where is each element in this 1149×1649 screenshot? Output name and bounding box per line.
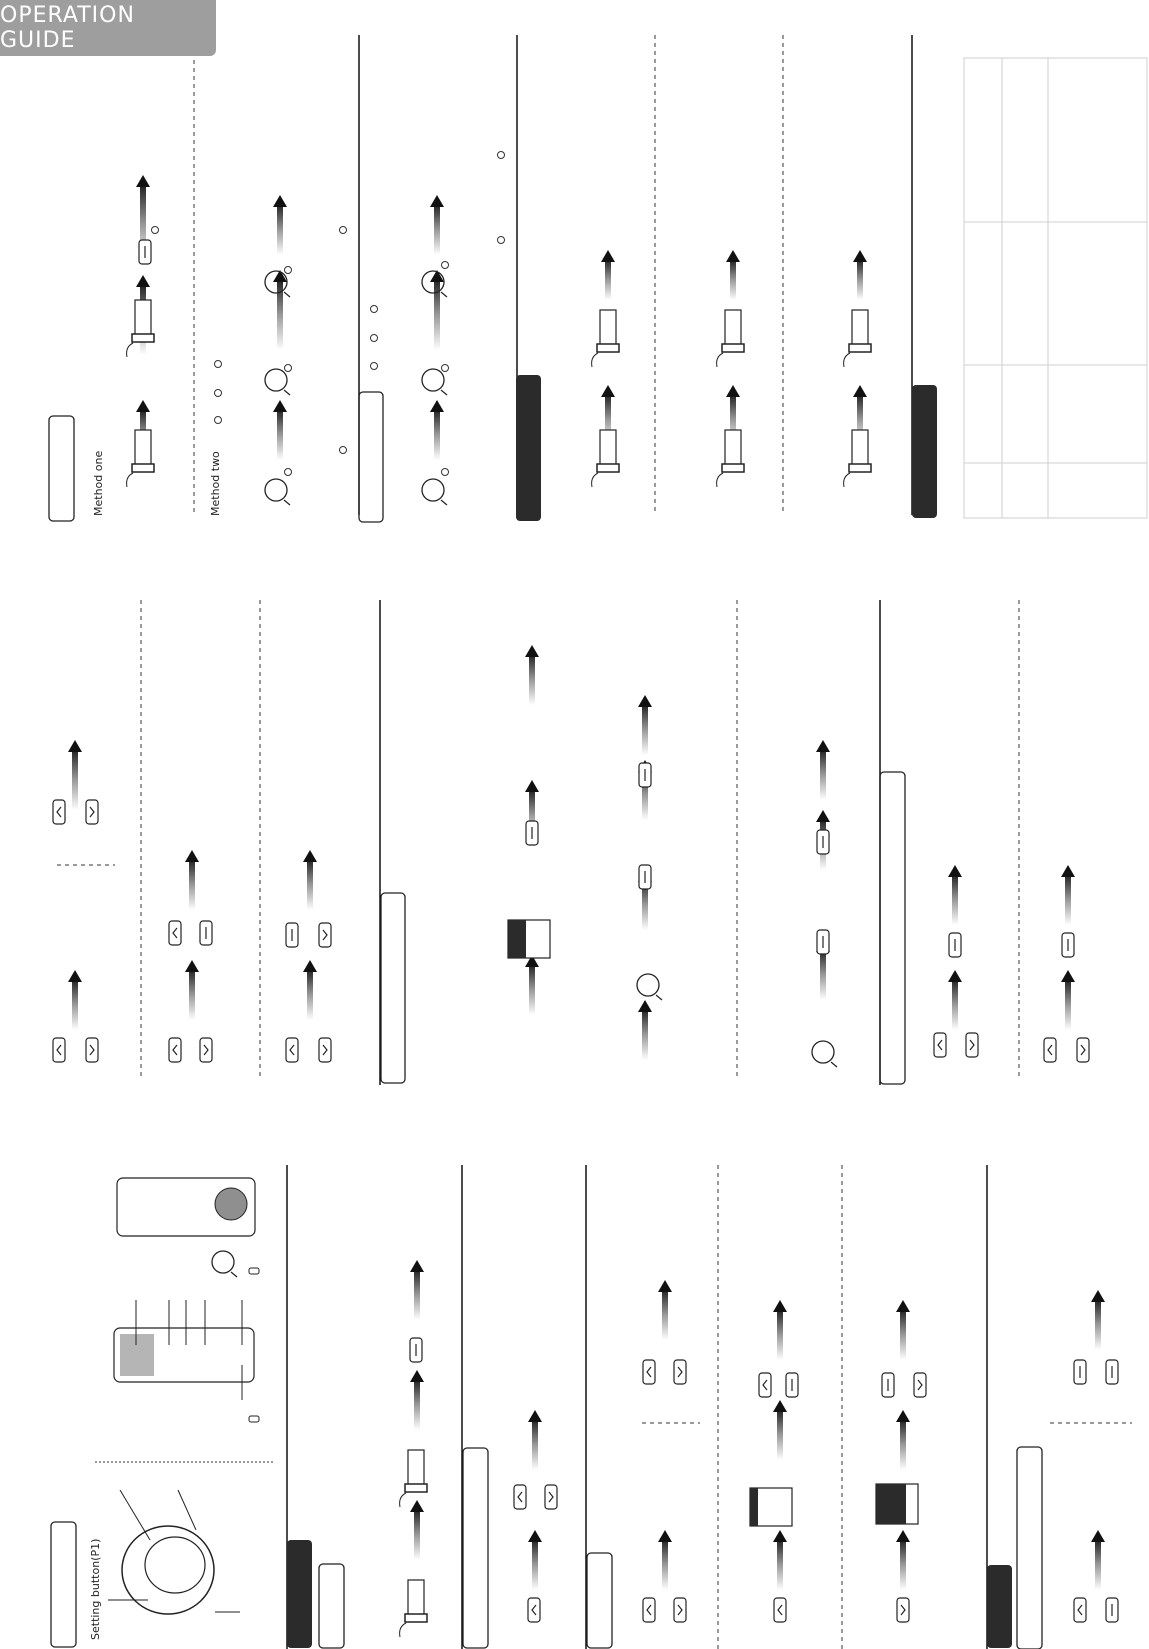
motor-collar-9 [405,1614,427,1622]
arrow-head-14 [853,250,867,262]
setting-circle-icon-6 [637,974,659,996]
arrow-shaft-24 [642,1010,648,1060]
arrow-head-10 [601,250,615,262]
method-two-label: Method two [209,451,222,516]
motor-collar-5 [722,464,744,472]
motor-tube-9 [408,1580,424,1615]
arrow-shaft-33 [1065,980,1071,1030]
motor-cable-2 [592,353,598,367]
step-dot-icon-5 [285,365,292,372]
curtain-fill-c [876,1484,906,1524]
arrow-shaft-42 [777,1540,783,1590]
motor-cable-3 [592,473,598,487]
remote-button-20 [1044,1038,1056,1062]
remote-button-0 [53,1038,65,1062]
arrow-shaft-37 [414,1270,420,1320]
arrow-shaft-35 [414,1510,420,1560]
label-box-8 [1017,1447,1042,1649]
arrow-head-7 [430,400,444,412]
motor-collar-0 [132,334,154,342]
remote-button-28 [674,1360,686,1384]
remote-button-11 [319,1038,331,1062]
arrow-head-17 [185,960,199,972]
divider-group [57,35,1132,1649]
setting-circle-tail-8 [231,1272,237,1277]
motor-cable-0 [127,343,133,357]
motor-cable-8 [400,1493,406,1507]
arrow-shaft-10 [605,260,611,300]
remote-button-4 [169,921,181,945]
remote-button-27 [643,1360,655,1384]
dark-tab-3 [987,1565,1012,1648]
remote-button-36 [914,1373,926,1397]
setting-circle-tail-5 [441,292,447,297]
motor-tube-5 [725,430,741,465]
step-dot-icon-14 [442,469,449,476]
step-dot-icon-0 [152,227,159,234]
arrow-head-44 [773,1300,787,1312]
step-dot-icon-16 [498,237,505,244]
arrow-shaft-21 [529,965,535,1015]
arrow-shaft-7 [434,410,440,460]
arrow-shaft-34 [1065,875,1071,925]
remote-button-2 [53,800,65,824]
arrow-head-33 [1061,970,1075,982]
step-dot-icon-8 [340,447,347,454]
motor-tube-8 [408,1450,424,1485]
step-dot-icon-11 [371,363,378,370]
setting-circle-tail-7 [831,1062,837,1067]
arrow-shaft-15 [72,980,78,1030]
setting-circle-tail-0 [284,500,290,505]
motor-tube-1 [135,430,151,465]
arrow-shaft-5 [277,205,283,255]
remote-button-25 [514,1485,526,1509]
shape-group [49,58,1147,1649]
step-dot-icon-2 [215,390,222,397]
step-dot-icon-10 [371,335,378,342]
curtain-fill-a [508,920,526,958]
setting-circle-icon-3 [422,479,444,501]
label-box-5 [319,1564,344,1648]
arrow-head-2 [136,400,150,412]
arrow-shaft-39 [532,1420,538,1470]
arrow-head-24 [638,1000,652,1012]
setting-circle-icon-4 [422,369,444,391]
setting-circle-tail-2 [284,292,290,297]
arrow-head-4 [273,400,287,412]
arrow-head-13 [853,385,867,397]
arrow-shaft-44 [777,1310,783,1360]
motor-head-drawing [122,1526,214,1614]
motor-tube-6 [852,310,868,345]
label-box-0 [49,416,74,521]
setting-circle-tail-3 [441,500,447,505]
remote-button-7 [200,1038,212,1062]
setting-circle-tail-1 [284,390,290,395]
arrow-shaft-43 [777,1410,783,1460]
arrow-shaft-31 [952,980,958,1030]
arrow-shaft-19 [307,970,313,1020]
step-dot-icon-1 [215,361,222,368]
remote-button-32 [759,1373,771,1397]
remote-dial [215,1188,247,1220]
remote-button-10 [286,1038,298,1062]
arrow-head-19 [303,960,317,972]
motor-cable-7 [844,473,850,487]
arrow-head-23 [525,645,539,657]
step-dot-icon-7 [340,227,347,234]
remote-screen [120,1334,154,1376]
arrow-shaft-38 [532,1540,538,1590]
setting-circle-tail-6 [656,995,662,1000]
arrow-head-1 [136,275,150,287]
arrow-head-12 [726,250,740,262]
step-dot-icon-3 [215,417,222,424]
motor-cable-a [120,1490,150,1540]
motor-cable-9 [400,1623,406,1637]
remote-button-37 [897,1598,909,1622]
arrow-head-40 [658,1530,672,1542]
label-box-6 [463,1448,488,1648]
setting-circle-icon-7 [812,1041,834,1063]
arrow-shaft-36 [414,1380,420,1430]
label-box-2 [381,893,405,1083]
setting-circle-tail-4 [441,390,447,395]
motor-collar-8 [405,1484,427,1492]
remote-button-30 [643,1598,655,1622]
remote-button-6 [169,1038,181,1062]
remote-button-26 [545,1485,557,1509]
setting-circle-icon-8 [212,1251,234,1273]
arrow-head-11 [726,385,740,397]
remote-button-40 [1074,1598,1086,1622]
step-dot-icon-15 [498,152,505,159]
method-one-label: Method one [92,450,105,516]
arrow-shaft-45 [900,1540,906,1590]
step-dot-icon-4 [285,267,292,274]
arrow-shaft-8 [434,205,440,255]
arrow-head-49 [1091,1290,1105,1302]
arrow-shaft-30 [820,750,826,800]
arrow-shaft-4 [277,410,283,460]
arrow-head-30 [816,740,830,752]
dark-tab-0 [516,375,541,521]
label-box-1 [359,392,383,522]
remote-button-34 [774,1598,786,1622]
curtain-fill-b [750,1488,758,1526]
arrow-head-0 [136,175,150,187]
setting-circle-icon-0 [265,479,287,501]
remote-button-9 [319,923,331,947]
arrow-head-20 [303,850,317,862]
arrow-shaft-48 [1095,1540,1101,1590]
arrow-shaft-41 [662,1290,668,1340]
motor-cable-b [178,1490,196,1530]
arrow-shaft-32 [952,875,958,925]
label-box-7 [587,1553,612,1648]
arrow-head-34 [1061,865,1075,877]
label-box-4 [51,1522,76,1647]
arrow-head-38 [528,1530,542,1542]
remote-button-29 [528,1598,540,1622]
remote-button-1 [86,1038,98,1062]
remote-button-3 [86,800,98,824]
arrow-head-45 [896,1530,910,1542]
arrow-head-31 [948,970,962,982]
motor-tube-0 [135,300,151,335]
arrow-shaft-16 [72,750,78,810]
arrow-head-5 [273,195,287,207]
arrow-shaft-28 [820,950,826,1000]
arrow-head-39 [528,1410,542,1422]
motor-cable-6 [844,353,850,367]
arrow-head-42 [773,1530,787,1542]
arrow-head-37 [410,1260,424,1272]
arrow-shaft-20 [307,860,313,910]
motor-tube-3 [600,430,616,465]
remote-button-31 [674,1598,686,1622]
arrow-head-46 [896,1410,910,1422]
arrow-head-18 [185,850,199,862]
motor-tube-7 [852,430,868,465]
dark-tab-2 [287,1540,312,1648]
arrow-head-32 [948,865,962,877]
arrow-shaft-23 [529,655,535,705]
arrow-head-8 [430,195,444,207]
remote-small-icon-a [249,1416,259,1422]
setting-circle-icon-1 [265,369,287,391]
arrow-shaft-12 [730,260,736,300]
arrow-head-47 [896,1300,910,1312]
dark-tab-1 [912,385,937,518]
arrow-head-22 [525,780,539,792]
info-table [964,58,1147,518]
arrow-shaft-27 [642,705,648,755]
motor-cable-5 [717,473,723,487]
step-dot-icon-6 [285,469,292,476]
step-dot-icon-12 [442,262,449,269]
setting-button-label: Setting button(P1) [89,1538,102,1640]
motor-collar-6 [849,344,871,352]
arrow-head-9 [601,385,615,397]
motor-collar-2 [597,344,619,352]
label-box-3 [880,772,905,1084]
arrow-shaft-46 [900,1420,906,1470]
arrow-shaft-18 [189,860,195,910]
arrow-shaft-49 [1095,1300,1101,1350]
motor-collar-1 [132,464,154,472]
motor-collar-7 [849,464,871,472]
arrow-shaft-40 [662,1540,668,1590]
arrow-head-43 [773,1400,787,1412]
remote-button-21 [1077,1038,1089,1062]
motor-cable-4 [717,353,723,367]
arrow-head-29 [816,810,830,822]
motor-collar-3 [597,464,619,472]
step-dot-icon-9 [371,306,378,313]
motor-tube-4 [725,310,741,345]
arrow-shaft-17 [189,970,195,1020]
remote-button-17 [934,1033,946,1057]
arrow-head-41 [658,1280,672,1292]
remote-button-18 [966,1033,978,1057]
remote-small-icon-b [249,1268,259,1274]
arrow-head-16 [68,740,82,752]
arrow-shaft-47 [900,1310,906,1360]
arrow-head-15 [68,970,82,982]
arrow-shaft-14 [857,260,863,300]
arrow-head-35 [410,1500,424,1512]
arrow-head-27 [638,695,652,707]
motor-cable-1 [127,473,133,487]
motor-tube-2 [600,310,616,345]
step-dot-icon-13 [442,365,449,372]
motor-collar-4 [722,344,744,352]
arrow-head-36 [410,1370,424,1382]
operation-guide-title: OPERATION GUIDE [0,3,135,53]
arrow-head-48 [1091,1530,1105,1542]
